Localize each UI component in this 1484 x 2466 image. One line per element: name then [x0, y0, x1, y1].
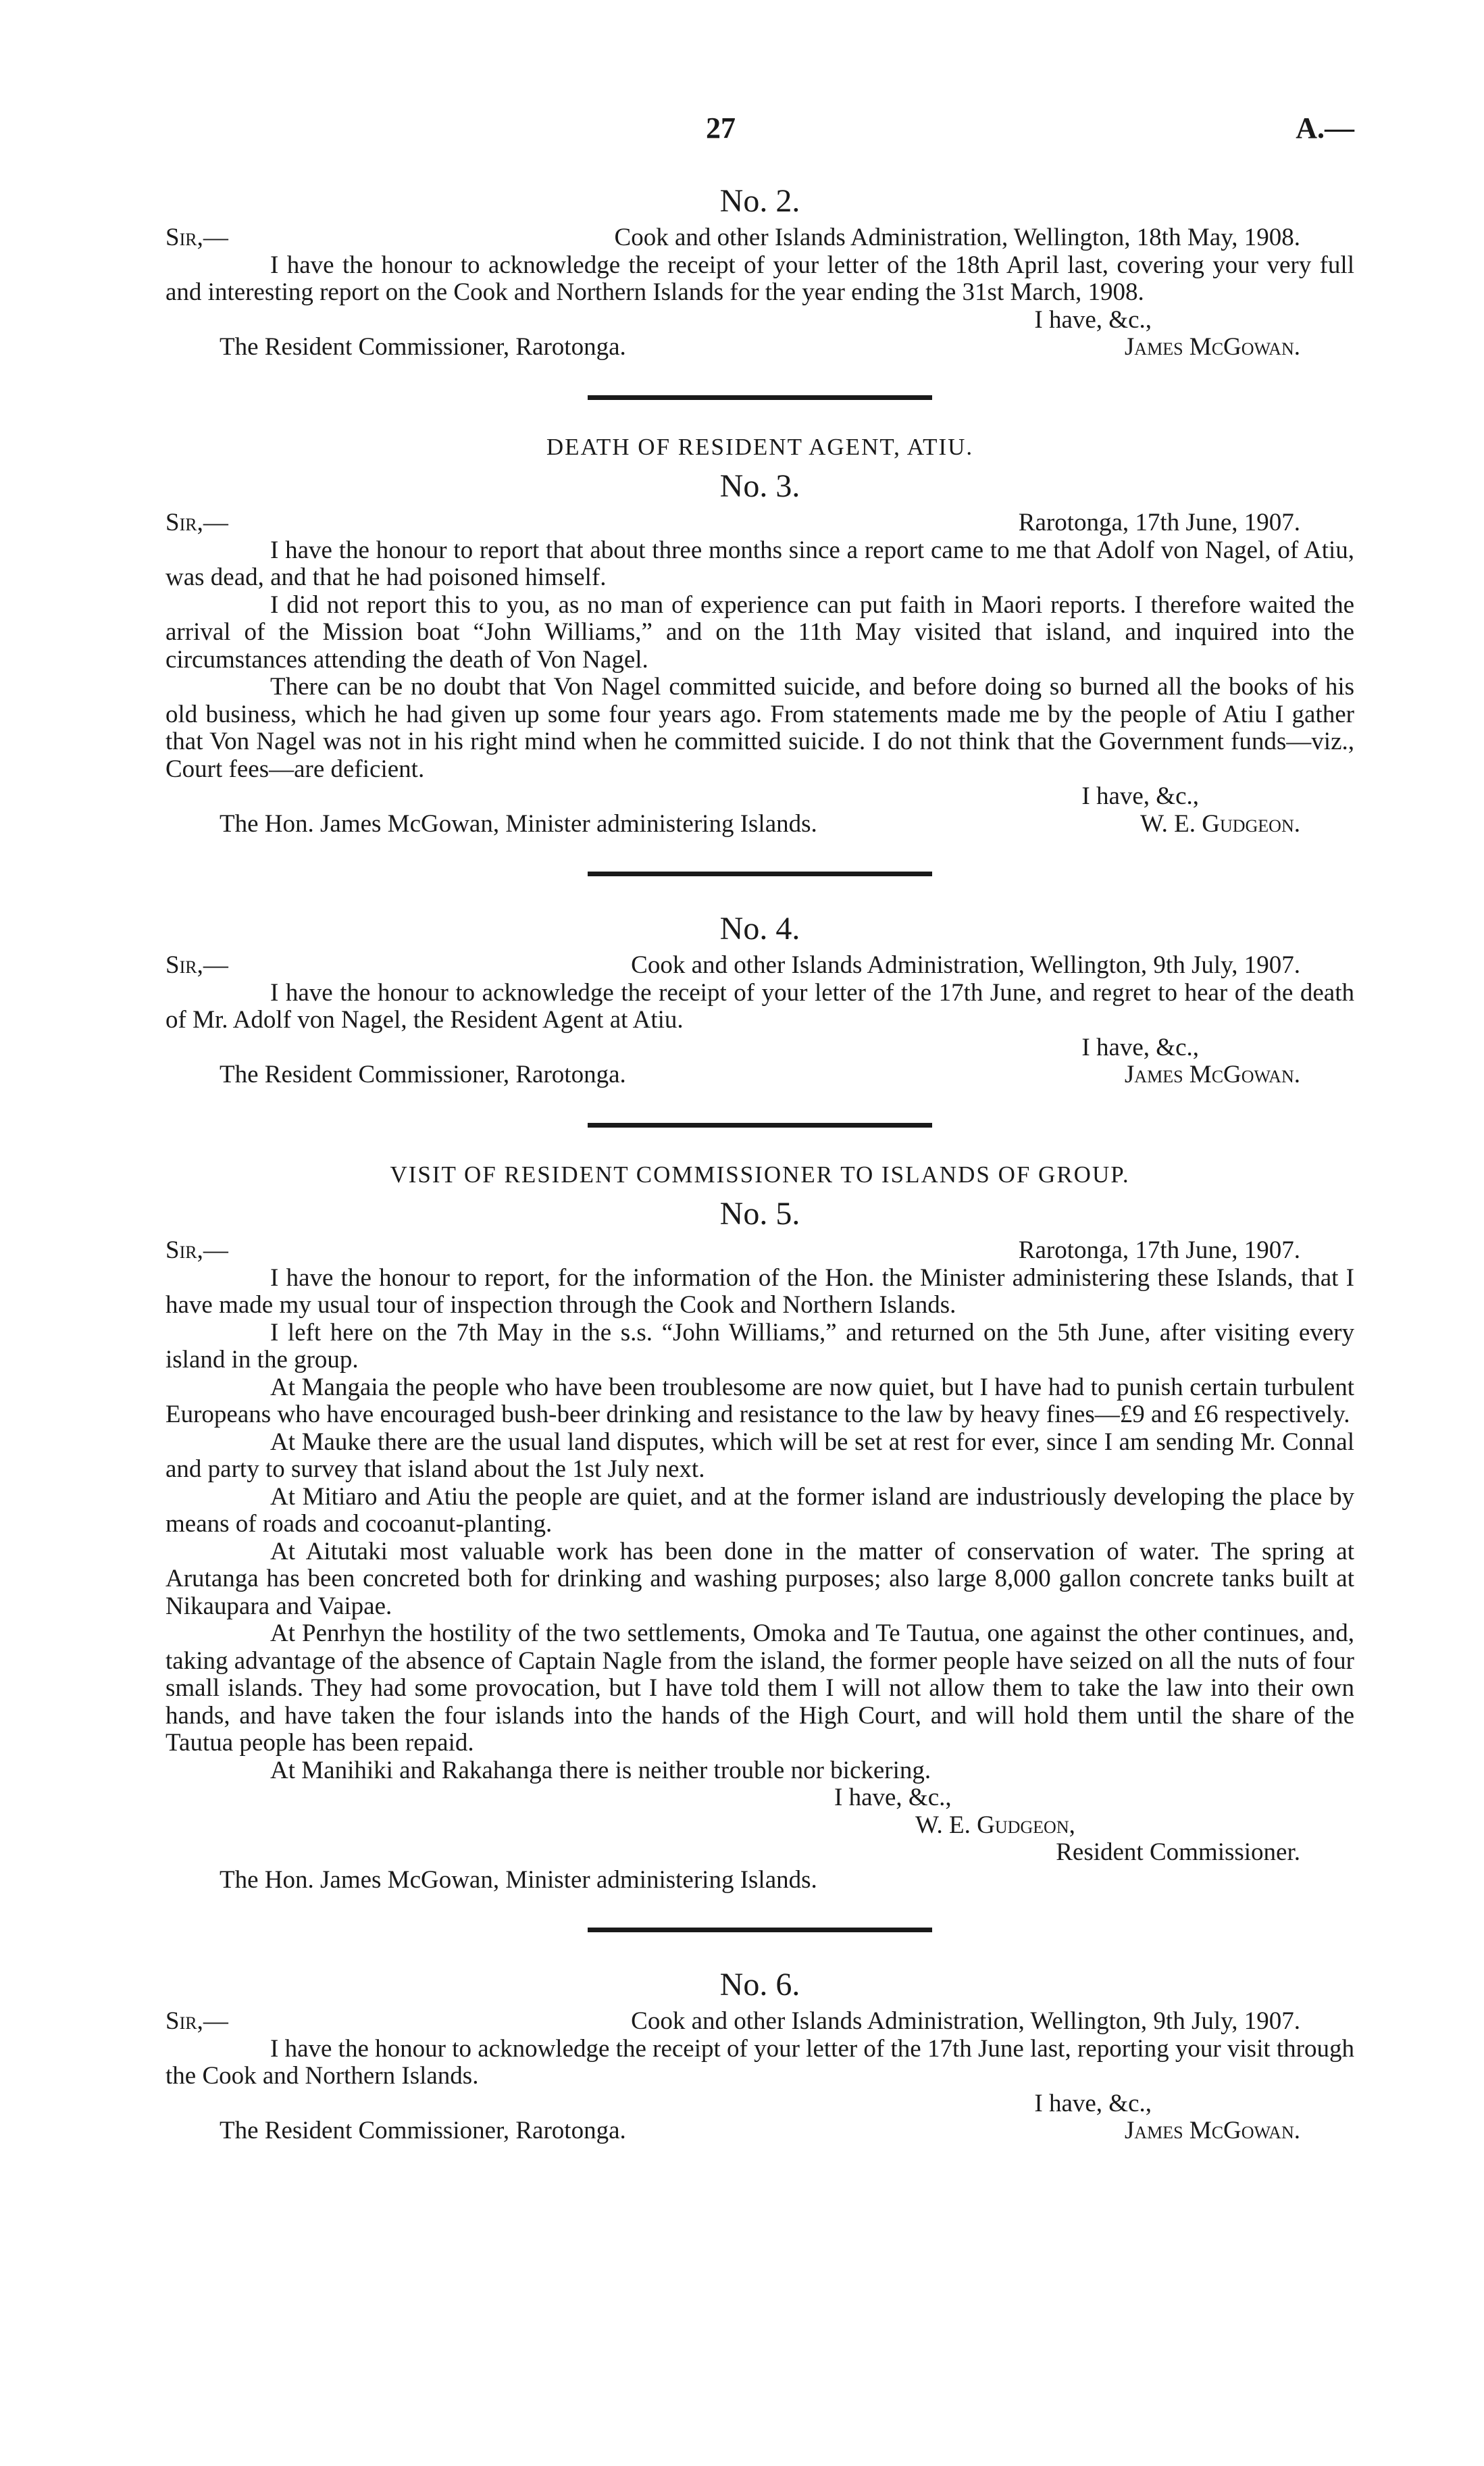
salutation-line: [165, 2008, 1354, 2036]
letter-no-4: [165, 910, 1354, 1089]
paragraph: I have the honour to report, for the information of the Hon. the Minister administering these Islands, that I have made my usual tour of inspection through the Cook and Northern Islands.: [165, 1263, 1354, 1319]
letter-number: No. 2.: [719, 183, 800, 219]
closing: I have, &c.,: [1081, 782, 1199, 810]
letter-number: No. 4.: [719, 911, 800, 947]
addressee: The Resident Commissioner, Rarotonga.: [220, 2117, 626, 2144]
salutation-line: [165, 224, 1354, 252]
series-reference: A.—: [1296, 111, 1354, 145]
document-body: [165, 176, 1354, 2145]
paragraph: At Mangaia the people who have been troublesome are now quiet, but I have had to punish certain turbulent Europeans who have encouraged bush-beer drinking and resistance to the law by heavy fines—£9 and £6 respectively.: [165, 1373, 1354, 1428]
signature-row: [165, 1812, 1354, 1840]
section-divider: [588, 872, 932, 876]
letter-number: No. 6.: [719, 1967, 800, 2003]
addressee-row: [165, 334, 1354, 361]
dateline: Cook and other Islands Administration, Wellington, 9th July, 1907.: [631, 2007, 1300, 2035]
paragraph: I have the honour to acknowledge the receipt of your letter of the 17th June last, reporting your visit through the Cook and Northern Islands.: [165, 2034, 1354, 2090]
closing-row: [165, 1784, 1354, 1812]
addressee: The Hon. James McGowan, Minister administering Islands.: [220, 809, 817, 838]
letter-no-6: [165, 1966, 1354, 2145]
addressee-row: [165, 2117, 1354, 2145]
signature: James McGowan.: [1124, 2117, 1300, 2144]
closing: I have, &c.,: [834, 1784, 952, 1811]
letter-no-5: [165, 1161, 1354, 1894]
addressee: The Resident Commissioner, Rarotonga.: [220, 1061, 626, 1088]
salutation-line: [165, 1237, 1354, 1265]
signature: James McGowan.: [1124, 333, 1300, 361]
paragraph: I left here on the 7th May in the s.s. “John Williams,” and returned on the 5th June, after visiting every island in the group.: [165, 1318, 1354, 1374]
paragraph: At Mitiaro and Atiu the people are quiet, and at the former island are industriously developing the place by means of roads and cocoanut-planting.: [165, 1482, 1354, 1538]
closing: I have, &c.,: [1034, 305, 1152, 334]
addressee: The Resident Commissioner, Rarotonga.: [220, 333, 626, 361]
salutation: Sir,—: [165, 951, 228, 979]
salutation-line: [165, 509, 1354, 537]
paragraph: At Mauke there are the usual land disputes, which will be set at rest for ever, since I am sending Mr. Connal and party to survey that island about the 1st July next.: [165, 1428, 1354, 1483]
page-number: 27: [706, 111, 736, 145]
section-divider: [588, 1123, 932, 1128]
paragraph: There can be no doubt that Von Nagel committed suicide, and before doing so burned all the books of his old business, which he had given up some four years ago. From statements made me by the people of Atiu I gather that Von Nagel was not in his right mind when he committed suicide. I do not think that the Government funds—viz., Court fees—are deficient.: [165, 673, 1354, 783]
signature: W. E. Gudgeon,: [915, 1811, 1075, 1839]
paragraph: At Manihiki and Rakahanga there is neither trouble nor bickering.: [270, 1756, 931, 1784]
salutation-line: [165, 952, 1354, 980]
salutation: Sir,—: [165, 224, 228, 251]
closing: I have, &c.,: [1034, 2089, 1152, 2117]
section-heading: DEATH OF RESIDENT AGENT, ATIU.: [546, 433, 974, 460]
section-divider: [588, 395, 932, 400]
letter-no-2: [165, 182, 1354, 361]
section-divider: [588, 1928, 932, 1932]
addressee-row: [165, 811, 1354, 838]
closing-row: [165, 2090, 1354, 2118]
dateline: Cook and other Islands Administration, Wellington, 18th May, 1908.: [614, 224, 1300, 251]
paragraph: At Aitutaki most valuable work has been done in the matter of conservation of water. The spring at Arutanga has been concreted both for drinking and washing purposes; also large 8,000 gallon concrete tanks built at Nikaupara and Vaipae.: [165, 1537, 1354, 1620]
salutation: Sir,—: [165, 2007, 228, 2035]
signature-title-row: [165, 1839, 1354, 1867]
addressee-row: [165, 1061, 1354, 1089]
signature: W. E. Gudgeon.: [1140, 809, 1300, 838]
paragraph: I have the honour to acknowledge the receipt of your letter of the 18th April last, covering your very full and interesting report on the Cook and Northern Islands for the year ending the 31st March, 1908.: [165, 251, 1354, 306]
dateline: Rarotonga, 17th June, 1907.: [1018, 509, 1300, 536]
signature: James McGowan.: [1124, 1061, 1300, 1088]
salutation: Sir,—: [165, 509, 228, 536]
salutation: Sir,—: [165, 1236, 228, 1264]
paragraph: I did not report this to you, as no man of experience can put faith in Maori reports. I therefore waited the arrival of the Mission boat “John Williams,” and on the 11th May visited that island, and inquired into the circumstances attending the death of Von Nagel.: [165, 590, 1354, 674]
addressee-row: [165, 1867, 1354, 1894]
paragraph: At Penrhyn the hostility of the two settlements, Omoka and Te Tautua, one against the other continues, and, taking advantage of the absence of Captain Nagle from the island, the former people have seized on all the nuts of four small islands. They had some provocation, but I have told them I will not allow them to take the law into their own hands, and have taken the four islands into the hands of the High Court, and will hold them until the share of the Tautua people has been repaid.: [165, 1619, 1354, 1757]
letter-number: No. 3.: [719, 468, 800, 504]
closing-row: [165, 783, 1354, 811]
section-heading: VISIT OF RESIDENT COMMISSIONER TO ISLANDS OF GROUP.: [390, 1161, 1130, 1188]
page-header: [165, 111, 1354, 155]
paragraph: I have the honour to report that about three months since a report came to me that Adolf von Nagel, of Atiu, was dead, and that he had poisoned himself.: [165, 536, 1354, 591]
closing: I have, &c.,: [1081, 1033, 1199, 1061]
closing-row: [165, 307, 1354, 334]
dateline: Rarotonga, 17th June, 1907.: [1018, 1236, 1300, 1264]
closing-row: [165, 1034, 1354, 1062]
dateline: Cook and other Islands Administration, Wellington, 9th July, 1907.: [631, 951, 1300, 979]
signature-title: Resident Commissioner.: [1056, 1838, 1300, 1866]
paragraph: I have the honour to acknowledge the receipt of your letter of the 17th June, and regret to hear of the death of Mr. Adolf von Nagel, the Resident Agent at Atiu.: [165, 978, 1354, 1034]
letter-number: No. 5.: [719, 1196, 800, 1232]
addressee: The Hon. James McGowan, Minister administering Islands.: [220, 1865, 817, 1894]
letter-no-3: [165, 434, 1354, 838]
